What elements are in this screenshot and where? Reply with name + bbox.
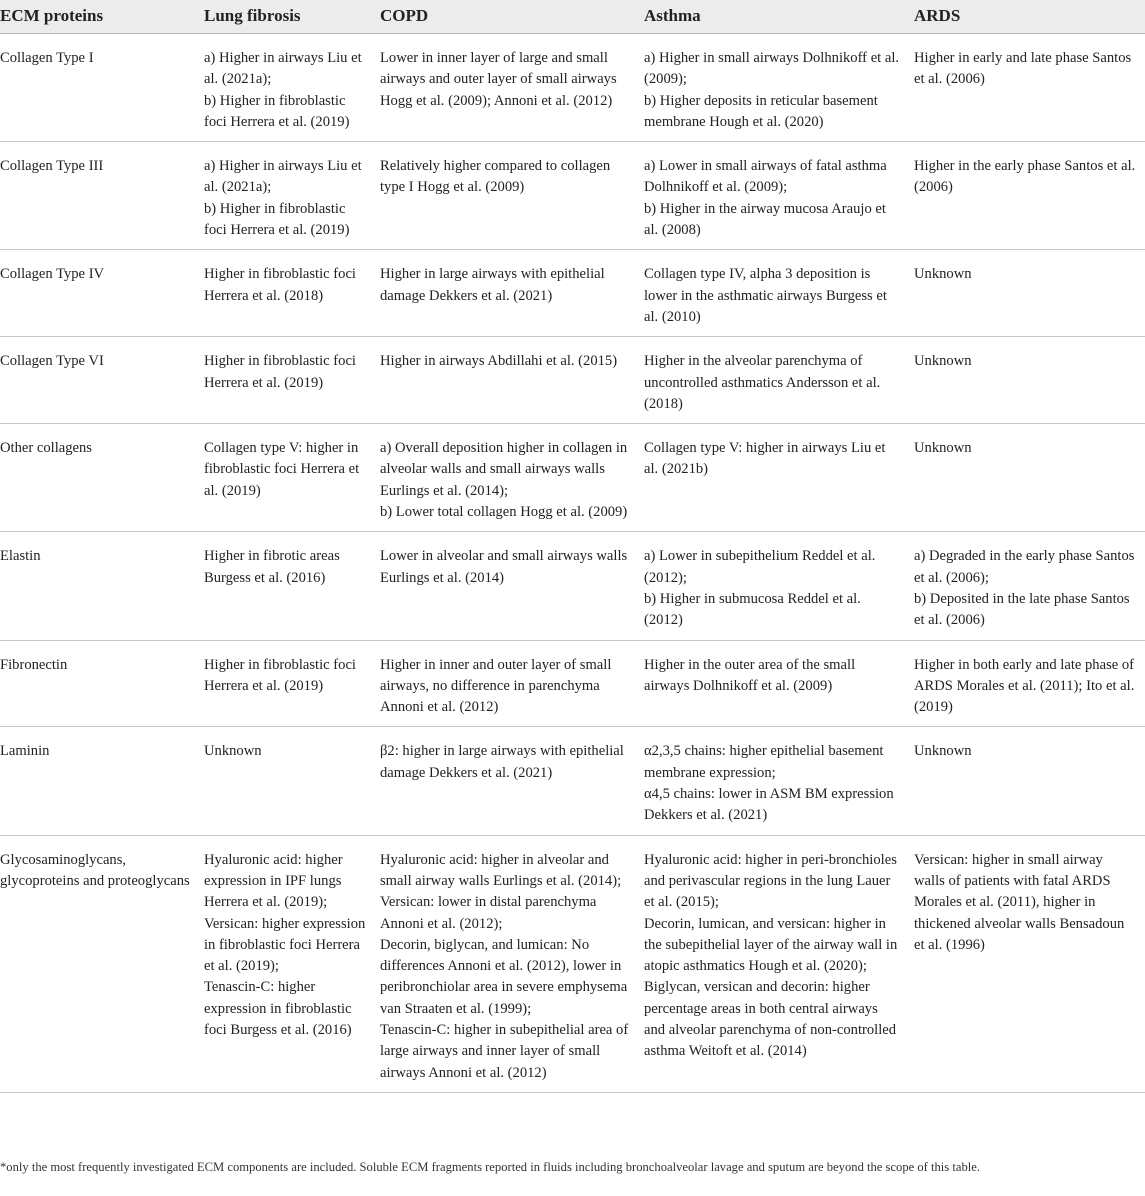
cell-ards: Unknown <box>910 727 1145 835</box>
cell-asthma: Collagen type IV, alpha 3 deposition is lower in the asthmatic airways Burgess et al. (2010) <box>640 250 910 337</box>
cell-copd: a) Overall deposition higher in collagen in alveolar walls and small airways walls Eurlings et al. (2014); b) Lower total collagen Hogg et al. (2009) <box>376 424 640 532</box>
table-row <box>0 34 1145 142</box>
cell-asthma: Collagen type V: higher in airways Liu et al. (2021b) <box>640 424 910 532</box>
cell-copd: Higher in inner and outer layer of small airways, no difference in parenchyma Annoni et al. (2012) <box>376 640 640 727</box>
cell-lung-fibrosis: Higher in fibroblastic foci Herrera et al. (2019) <box>200 640 376 727</box>
cell-asthma: Higher in the outer area of the small airways Dolhnikoff et al. (2009) <box>640 640 910 727</box>
cell-protein: Collagen Type VI <box>0 337 200 424</box>
cell-protein: Collagen Type I <box>0 34 200 142</box>
cell-protein: Collagen Type III <box>0 142 200 250</box>
cell-protein: Laminin <box>0 727 200 835</box>
header-ecm-proteins: ECM proteins <box>0 0 200 34</box>
table-row <box>0 337 1145 424</box>
cell-asthma: α2,3,5 chains: higher epithelial basement membrane expression; α4,5 chains: lower in ASM BM expression Dekkers et al. (2021) <box>640 727 910 835</box>
cell-copd: Relatively higher compared to collagen type I Hogg et al. (2009) <box>376 142 640 250</box>
cell-lung-fibrosis: Unknown <box>200 727 376 835</box>
cell-asthma: a) Higher in small airways Dolhnikoff et al. (2009); b) Higher deposits in reticular basement membrane Hough et al. (2020) <box>640 34 910 142</box>
header-lung-fibrosis: Lung fibrosis <box>200 0 376 34</box>
cell-ards: Versican: higher in small airway walls of patients with fatal ARDS Morales et al. (2011), higher in thickened alveolar walls Bensadoun et al. (1996) <box>910 835 1145 1092</box>
table-body <box>0 34 1145 1093</box>
cell-ards: Higher in both early and late phase of ARDS Morales et al. (2011); Ito et al. (2019) <box>910 640 1145 727</box>
table-row <box>0 424 1145 532</box>
cell-lung-fibrosis: a) Higher in airways Liu et al. (2021a); b) Higher in fibroblastic foci Herrera et al. (2019) <box>200 34 376 142</box>
cell-ards: Unknown <box>910 337 1145 424</box>
cell-protein: Fibronectin <box>0 640 200 727</box>
cell-asthma: Hyaluronic acid: higher in peri-bronchioles and perivascular regions in the lung Lauer et al. (2015); Decorin, lumican, and versican: higher in the subepithelial layer of the airway wall in atopic asthmatics Hough et al. (2020); Biglycan, versican and decorin: higher percentage areas in both central airways and alveolar parenchyma of non-controlled asthma Weitoft et al. (2014) <box>640 835 910 1092</box>
cell-ards: Higher in the early phase Santos et al. (2006) <box>910 142 1145 250</box>
table-row <box>0 727 1145 835</box>
cell-ards: Higher in early and late phase Santos et al. (2006) <box>910 34 1145 142</box>
cell-lung-fibrosis: Hyaluronic acid: higher expression in IPF lungs Herrera et al. (2019); Versican: higher expression in fibroblastic foci Herrera et al. (2019); Tenascin-C: higher expression in fibroblastic foci Burgess et al. (2016) <box>200 835 376 1092</box>
cell-ards: Unknown <box>910 250 1145 337</box>
header-copd: COPD <box>376 0 640 34</box>
cell-copd: Hyaluronic acid: higher in alveolar and small airway walls Eurlings et al. (2014); Versican: lower in distal parenchyma Annoni et al. (2012); Decorin, biglycan, and lumican: No differences Annoni et al. (2012), lower in peribronchiolar area in severe emphysema van Straaten et al. (1999); Tenascin-C: higher in subepithelial area of large airways and inner layer of small airways Annoni et al. (2012) <box>376 835 640 1092</box>
cell-asthma: Higher in the alveolar parenchyma of uncontrolled asthmatics Andersson et al. (2018) <box>640 337 910 424</box>
cell-lung-fibrosis: Collagen type V: higher in fibroblastic foci Herrera et al. (2019) <box>200 424 376 532</box>
cell-copd: Higher in large airways with epithelial damage Dekkers et al. (2021) <box>376 250 640 337</box>
cell-asthma: a) Lower in small airways of fatal asthma Dolhnikoff et al. (2009); b) Higher in the airway mucosa Araujo et al. (2008) <box>640 142 910 250</box>
cell-copd: Higher in airways Abdillahi et al. (2015) <box>376 337 640 424</box>
cell-protein: Collagen Type IV <box>0 250 200 337</box>
cell-ards: Unknown <box>910 424 1145 532</box>
cell-lung-fibrosis: a) Higher in airways Liu et al. (2021a); b) Higher in fibroblastic foci Herrera et al. (2019) <box>200 142 376 250</box>
cell-copd: β2: higher in large airways with epithelial damage Dekkers et al. (2021) <box>376 727 640 835</box>
cell-asthma: a) Lower in subepithelium Reddel et al. (2012); b) Higher in submucosa Reddel et al. (2012) <box>640 532 910 640</box>
cell-protein: Elastin <box>0 532 200 640</box>
table-row <box>0 142 1145 250</box>
cell-protein: Glycosaminoglycans, glycoproteins and proteoglycans <box>0 835 200 1092</box>
header-asthma: Asthma <box>640 0 910 34</box>
table-row <box>0 640 1145 727</box>
table-row <box>0 250 1145 337</box>
header-row <box>0 0 1145 34</box>
cell-copd: Lower in alveolar and small airways walls Eurlings et al. (2014) <box>376 532 640 640</box>
table-header <box>0 0 1145 34</box>
cell-lung-fibrosis: Higher in fibrotic areas Burgess et al. (2016) <box>200 532 376 640</box>
cell-copd: Lower in inner layer of large and small airways and outer layer of small airways Hogg et al. (2009); Annoni et al. (2012) <box>376 34 640 142</box>
cell-ards: a) Degraded in the early phase Santos et al. (2006); b) Deposited in the late phase Santos et al. (2006) <box>910 532 1145 640</box>
cell-lung-fibrosis: Higher in fibroblastic foci Herrera et al. (2019) <box>200 337 376 424</box>
table-row <box>0 532 1145 640</box>
cell-lung-fibrosis: Higher in fibroblastic foci Herrera et al. (2018) <box>200 250 376 337</box>
cell-protein: Other collagens <box>0 424 200 532</box>
table-footnote: *only the most frequently investigated ECM components are included. Soluble ECM fragments reported in fluids including bronchoalveolar lavage and sputum are beyond the scope of this table. <box>0 1160 980 1174</box>
header-ards: ARDS <box>910 0 1145 34</box>
table-row <box>0 835 1145 1092</box>
